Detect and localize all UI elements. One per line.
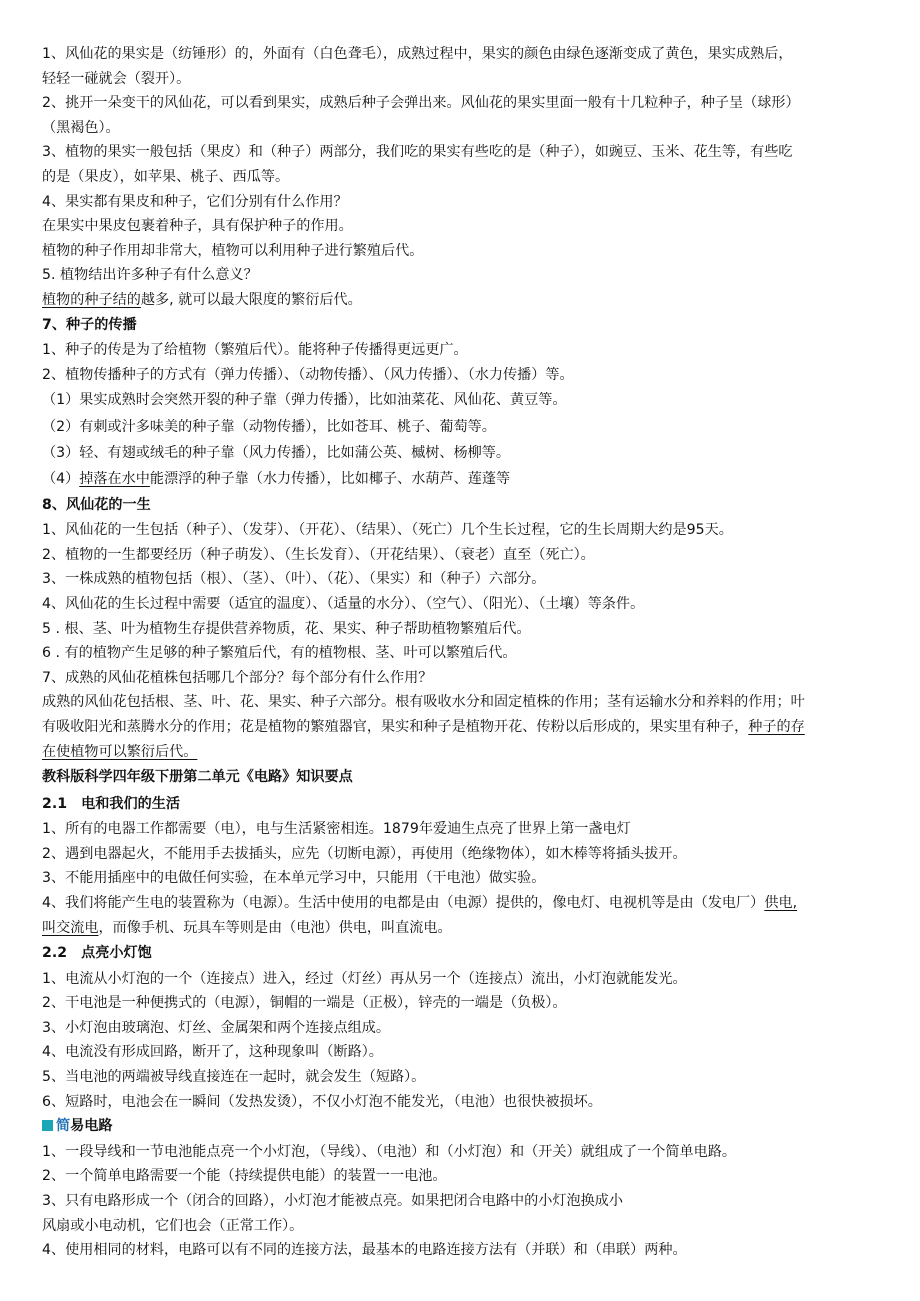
section-seed-dispersal	[42, 313, 882, 493]
text-span: 有吸收阳光和蒸腾水分的作用；花是植物的繁殖器官，果实和种子是植物开花、传粉以后形成的，果实里有种子，	[42, 719, 749, 736]
text-line: 风扇或小电动机，它们也会（正常工作）。	[42, 1217, 304, 1234]
underlined-text: 叫交流电	[42, 919, 99, 936]
section-electricity-life	[42, 791, 882, 940]
text-line: 2、植物传播种子的方式有（弹力传播）、（动物传播）、（风力传播）、（水力传播）等。	[42, 366, 574, 383]
text-line: 3、小灯泡由玻璃泡、灯丝、金属架和两个连接点组成。	[42, 1019, 390, 1036]
text-line: 1、所有的电器工作都需要（电），电与生活紧密相连。1879年爱迪生点亮了世界上第一盏电灯	[42, 821, 631, 838]
text-line: 的是（果皮），如苹果、桃子、西瓜等。	[42, 168, 290, 185]
text-span: 能漂浮的种子靠（水力传播），比如椰子、水葫芦、莲蓬等	[149, 471, 511, 488]
section-simple-circuit	[42, 1114, 882, 1262]
text-line: （3）轻、有翅或绒毛的种子靠（风力传播），比如蒲公英、槭树、杨柳等。	[42, 445, 511, 461]
text-line	[42, 891, 882, 916]
section-heading: 8、风仙花的一生	[42, 496, 151, 513]
text-line: 3、植物的果实一般包括（果皮）和（种子）两部分，我们吃的果实有些吃的是（种子），如豌豆、玉米、花生等，有些吃	[42, 144, 793, 161]
section-light-bulb	[42, 940, 882, 1114]
text-line: 2、遇到电器起火，不能用手去拔插头，应先（切断电源），再使用（绝缘物体），如木棒等将插头拔开。	[42, 845, 687, 862]
text-line: （黑褐色）。	[42, 119, 120, 136]
text-line: 7、成熟的风仙花植株包括哪几个部分？每个部分有什么作用？	[42, 669, 433, 686]
text-line: 5、当电池的两端被导线直接连在一起时，就会发生（短路）。	[42, 1069, 426, 1086]
text-line: 2、挑开一朵变干的风仙花，可以看到果实，成熟后种子会弹出来。风仙花的果实里面一般有十几粒种子，种子呈（球形）	[42, 95, 800, 112]
text-line: 4、果实都有果皮和种子，它们分别有什么作用？	[42, 193, 348, 210]
text-line	[42, 740, 882, 765]
text-span: 越多, 就可以最大限度的繁衍后代。	[140, 291, 362, 308]
underlined-text: 掉落在水中	[79, 471, 150, 488]
text-line: 3、一株成熟的植物包括（根）、（茎）、（叶）、（花）、（果实）和（种子）六部分。	[42, 571, 546, 588]
section-heading	[42, 1114, 882, 1140]
underlined-text: 植物的种子结的	[42, 291, 141, 308]
underlined-text: 种子的存	[748, 719, 805, 736]
text-line: 4、电流没有形成回路，断开了，这种现象叫（断路）。	[42, 1044, 383, 1061]
text-line: 2、干电池是一种便携式的（电源），铜帽的一端是（正极），锌壳的一端是（负极）。	[42, 995, 567, 1012]
text-line: 轻轻一碰就会（裂开）。	[42, 70, 191, 87]
text-span: （4）	[42, 471, 80, 488]
text-line: 1、一段导线和一节电池能点亮一个小灯泡，（导线）、（电池）和（小灯泡）和（开关）就组成了一个简单电路。	[42, 1143, 737, 1160]
heading-text: 易电路	[70, 1118, 113, 1135]
text-line: 1、种子的传是为了给植物（繁殖后代）。能将种子传播得更远更广。	[42, 342, 468, 359]
text-line	[42, 916, 882, 941]
text-line: 4、使用相同的材料，电路可以有不同的连接方法，最基本的电路连接方法有（并联）和（串联）两种。	[42, 1242, 687, 1259]
unit-heading: 教科版科学四年级下册第二单元《电路》知识要点	[42, 769, 353, 786]
text-line: 2、植物的一生都要经历（种子萌发）、（生长发育）、（开花结果）、（衰老）直至（死亡）。	[42, 546, 595, 563]
text-line: 成熟的风仙花包括根、茎、叶、花、果实、种子六部分。根有吸收水分和固定植株的作用；茎有运输水分和养料的作用；叶	[42, 694, 805, 711]
bullet-square-icon	[42, 1120, 53, 1131]
text-span: 4、我们将能产生电的装置称为（电源）。生活中使用的电都是由（电源）提供的，像电灯、电视机等是由（发电厂）	[42, 895, 765, 911]
text-line: 植物的种子作用却非常大，植物可以利用种子进行繁殖后代。	[42, 242, 424, 259]
text-span: ，而像手机、玩具车等则是由（电池）供电，叫直流电。	[98, 919, 452, 936]
text-line: 3、不能用插座中的电做任何实验，在本单元学习中，只能用（干电池）做实验。	[42, 870, 546, 887]
text-line: 5. 植物结出许多种子有什么意义？	[42, 267, 258, 284]
text-line: 5 . 根、茎、叶为植物生存提供营养物质，花、果实、种子帮助植物繁殖后代。	[42, 620, 531, 637]
text-line: 1、电流从小灯泡的一个（连接点）进入，经过（灯丝）再从另一个（连接点）流出，小灯泡就能发光。	[42, 970, 687, 987]
text-line	[42, 715, 882, 740]
text-line: 6、短路时，电池会在一瞬间（发热发烫），不仅小灯泡不能发光，（电池）也很快被损坏。	[42, 1093, 602, 1110]
text-line: 1、风仙花的一生包括（种子）、（发芽）、（开花）、（结果）、（死亡）几个生长过程，它的生长周期大约是95天。	[42, 522, 733, 539]
text-line: 6 . 有的植物产生足够的种子繁殖后代，有的植物根、茎、叶可以繁殖后代。	[42, 645, 517, 662]
heading-highlight: 简	[56, 1118, 71, 1135]
text-line	[42, 466, 882, 492]
section-heading: 2.1 电和我们的生活	[42, 795, 181, 812]
document-body	[42, 42, 882, 1263]
text-line: 1、风仙花的果实是（纺锤形）的，外面有（白色聋毛），成熟过程中，果实的颜色由绿色逐渐变成了黄色，果实成熟后，	[42, 46, 793, 62]
text-line	[42, 288, 882, 313]
text-line: 2、一个简单电路需要一个能（持续提供电能）的装置一一电池。	[42, 1168, 447, 1185]
section-heading: 2.2 点亮小灯饱	[42, 945, 152, 962]
text-line: 在果实中果皮包裹着种子，具有保护种子的作用。	[42, 218, 353, 235]
section-balsam-life	[42, 493, 882, 764]
section-fruit	[42, 42, 882, 313]
text-line: （1）果实成熟时会突然开裂的种子靠（弹力传播），比如油菜花、风仙花、黄豆等。	[42, 392, 567, 409]
text-line: （2）有刺或汁多味美的种子靠（动物传播），比如苍耳、桃子、葡萄等。	[42, 418, 496, 435]
section-heading: 7、种子的传播	[42, 316, 137, 333]
text-line: 3、只有电路形成一个（闭合的回路），小灯泡才能被点亮。如果把闭合电路中的小灯泡换成小	[42, 1192, 624, 1209]
underlined-text: 在使植物可以繁衍后代。	[42, 743, 198, 760]
text-line: 4、风仙花的生长过程中需要（适宜的温度）、（适量的水分）、（空气）、（阳光）、（土壤）等条件。	[42, 596, 645, 613]
underlined-text: 供电,	[764, 895, 798, 911]
